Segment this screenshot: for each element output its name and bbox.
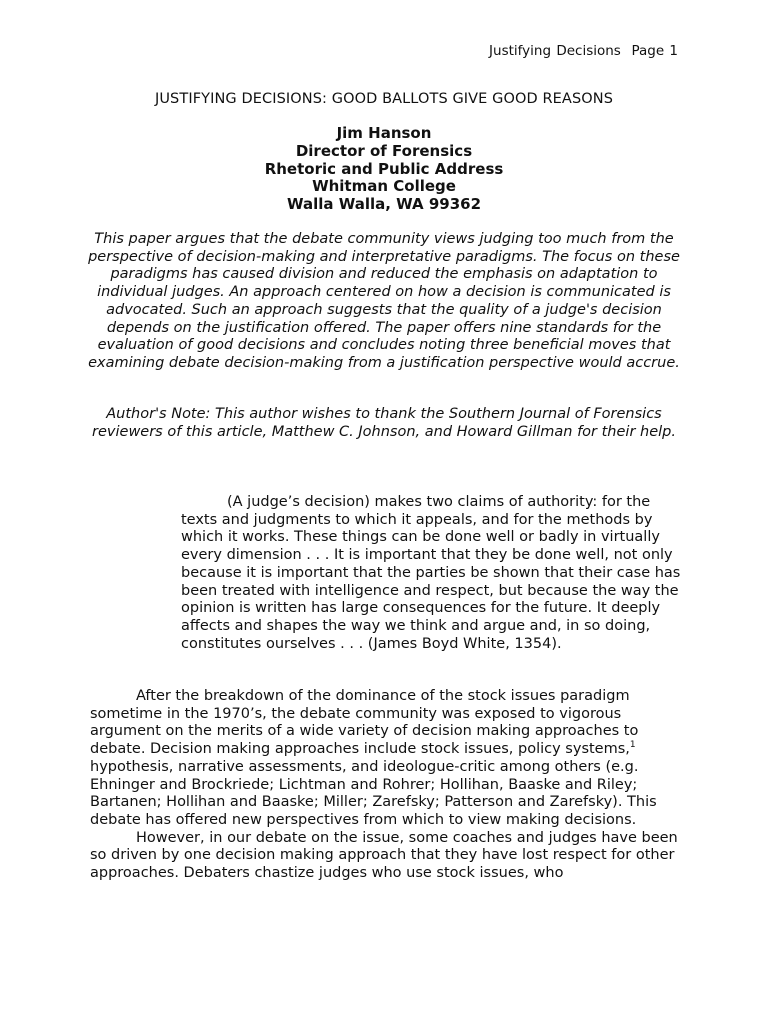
authors-note: Author's Note: This author wishes to thank the Southern Journal of Forensics reviewers of this article, Matthew C. Johnson, and Howard Gillman for their help.: [92, 406, 676, 440]
running-header: [489, 43, 678, 59]
epigraph-quote: (A judge’s decision) makes two claims of authority: for the texts and judgments to which it appeals, and for the methods by which it works. These things can be done well or badly in virtually every dimension . . . It is important that they be done well, not only because it is important that the parties be shown that their case has been treated with intelligence and respect, but because the way the opinion is written has large consequences for the future. It deeply affects and shapes the way we think and argue and, in so doing, constitutes ourselves . . . (James Boyd White, 1354).: [181, 494, 681, 652]
author-department: Rhetoric and Public Address: [264, 159, 504, 178]
author-name: Jim Hanson: [336, 124, 432, 142]
page-number: Page 1: [631, 43, 678, 59]
body-text: [90, 688, 682, 883]
running-title: Justifying Decisions: [489, 43, 621, 59]
paper-title: JUSTIFYING DECISIONS: GOOD BALLOTS GIVE GOOD REASONS: [154, 91, 614, 107]
body-paragraph: [90, 688, 682, 830]
author-institution: Whitman College: [312, 177, 456, 196]
paragraph-text: hypothesis, narrative assessments, and ideologue-critic among others (e.g. Ehninger and Brockriede; Lichtman and Rohrer; Hollihan, Baaske and Riley; Bartanen; Hollihan and Baaske; Miller; Zarefsky; Patterson and Zarefsky). This debate has offered new perspectives from which to view making decisions.: [90, 758, 657, 828]
footnote-marker[interactable]: 1: [629, 740, 636, 751]
body-paragraph: However, in our debate on the issue, some coaches and judges have been so driven by one decision making approach that they have lost respect for other approaches. Debaters chastize judges who use stock issues, who: [90, 829, 678, 882]
author-block: [0, 125, 768, 214]
abstract: This paper argues that the debate community views judging too much from the perspective of decision-making and interpretative paradigms. The focus on these paradigms has caused division and reduced the emphasis on adaptation to individual judges. An approach centered on how a decision is communicated is advocated. Such an approach suggests that the quality of a judge's decision depends on the justification offered. The paper offers nine standards for the evaluation of good decisions and concludes noting three beneficial moves that examining debate decision-making from a justification perspective would accrue.: [88, 231, 680, 371]
author-position: Director of Forensics: [295, 141, 473, 160]
author-location: Walla Walla, WA 99362: [286, 195, 482, 214]
paragraph-text: After the breakdown of the dominance of the stock issues paradigm sometime in the 1970’s, the debate community was exposed to vigorous argument on the merits of a wide variety of decision making approaches to debate. Decision making approaches include stock issues, policy systems,: [90, 688, 639, 758]
